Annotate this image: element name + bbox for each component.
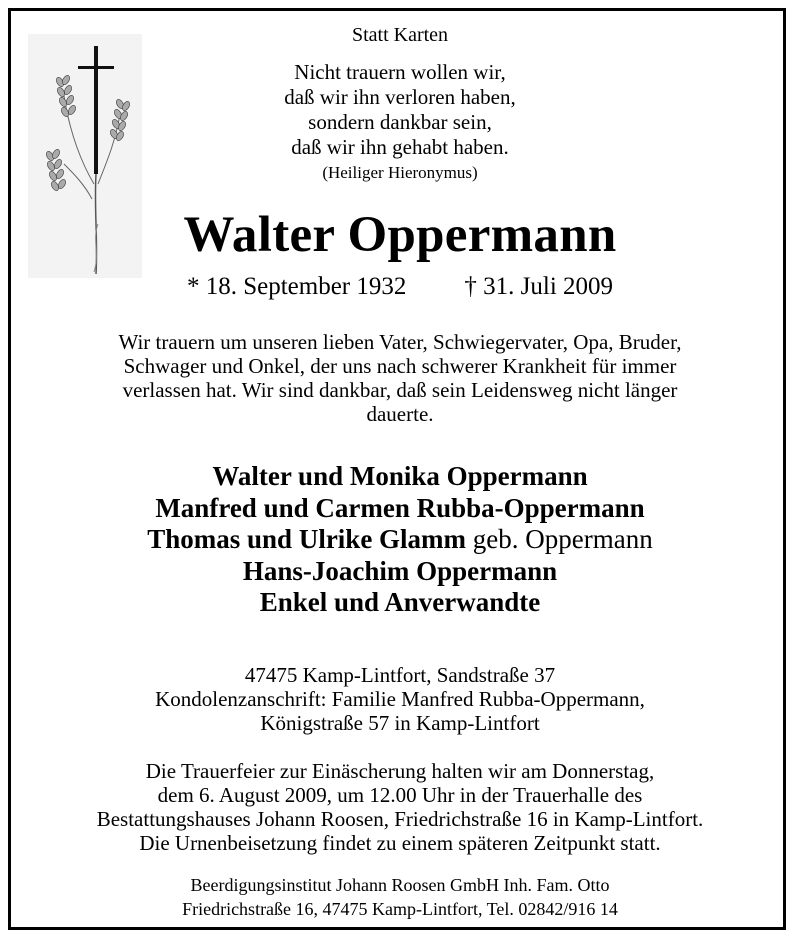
family-line-bold: Thomas und Ulrike Glamm <box>147 524 467 554</box>
family-line: Walter und Monika Oppermann <box>212 461 588 491</box>
death-date: † 31. Juli 2009 <box>464 273 614 300</box>
poem-source: (Heiliger Hieronymus) <box>322 163 478 182</box>
address-line: Königstraße 57 in Kamp-Lintfort <box>260 711 540 735</box>
message-line: Wir trauern um unseren lieben Vater, Schwiegervater, Opa, Bruder, <box>118 330 682 354</box>
family-line: Enkel und Anverwandte <box>259 587 541 617</box>
family-list <box>8 461 792 619</box>
family-line: Hans-Joachim Oppermann <box>242 555 558 586</box>
poem-line: sondern dankbar sein, <box>308 110 492 134</box>
funeral-line: dem 6. August 2009, um 12.00 Uhr in der Trauerhalle des <box>157 783 643 807</box>
poem-line: daß wir ihn verloren haben, <box>284 85 516 109</box>
poem-line: daß wir ihn gehabt haben. <box>291 135 509 159</box>
poem <box>8 60 792 185</box>
family-line-note: geb. Oppermann <box>472 524 653 554</box>
family-line <box>8 524 792 556</box>
funeral-info <box>8 759 792 855</box>
address-line: 47475 Kamp-Lintfort, Sandstraße 37 <box>244 663 556 687</box>
message-line: verlassen hat. Wir sind dankbar, daß sein Leidensweg nicht länger <box>122 378 678 402</box>
mourning-message <box>8 330 792 426</box>
address-line: Kondolenzanschrift: Familie Manfred Rubba-Oppermann, <box>155 687 645 711</box>
funeral-line: Bestattungshauses Johann Roosen, Friedrichstraße 16 in Kamp-Lintfort. <box>96 807 704 831</box>
message-line: dauerte. <box>366 402 434 426</box>
poem-line: Nicht trauern wollen wir, <box>294 60 506 84</box>
life-dates <box>8 273 792 301</box>
header-statt-karten: Statt Karten <box>351 24 449 46</box>
address-block <box>8 663 792 735</box>
funeral-line: Die Trauerfeier zur Einäscherung halten wir am Donnerstag, <box>145 759 655 783</box>
message-line: Schwager und Onkel, der uns nach schwerer Krankheit für immer <box>123 354 677 378</box>
birth-date: * 18. September 1932 <box>186 273 407 300</box>
funeral-line: Die Urnenbeisetzung findet zu einem späteren Zeitpunkt statt. <box>139 831 661 855</box>
family-line: Manfred und Carmen Rubba-Oppermann <box>155 492 645 523</box>
funeral-home-footer <box>8 873 792 921</box>
footer-line: Friedrichstraße 16, 47475 Kamp-Lintfort, Tel. 02842/916 14 <box>182 899 618 919</box>
deceased-name: Walter Oppermann <box>183 207 617 263</box>
footer-line: Beerdigungsinstitut Johann Roosen GmbH Inh. Fam. Otto <box>190 875 610 895</box>
